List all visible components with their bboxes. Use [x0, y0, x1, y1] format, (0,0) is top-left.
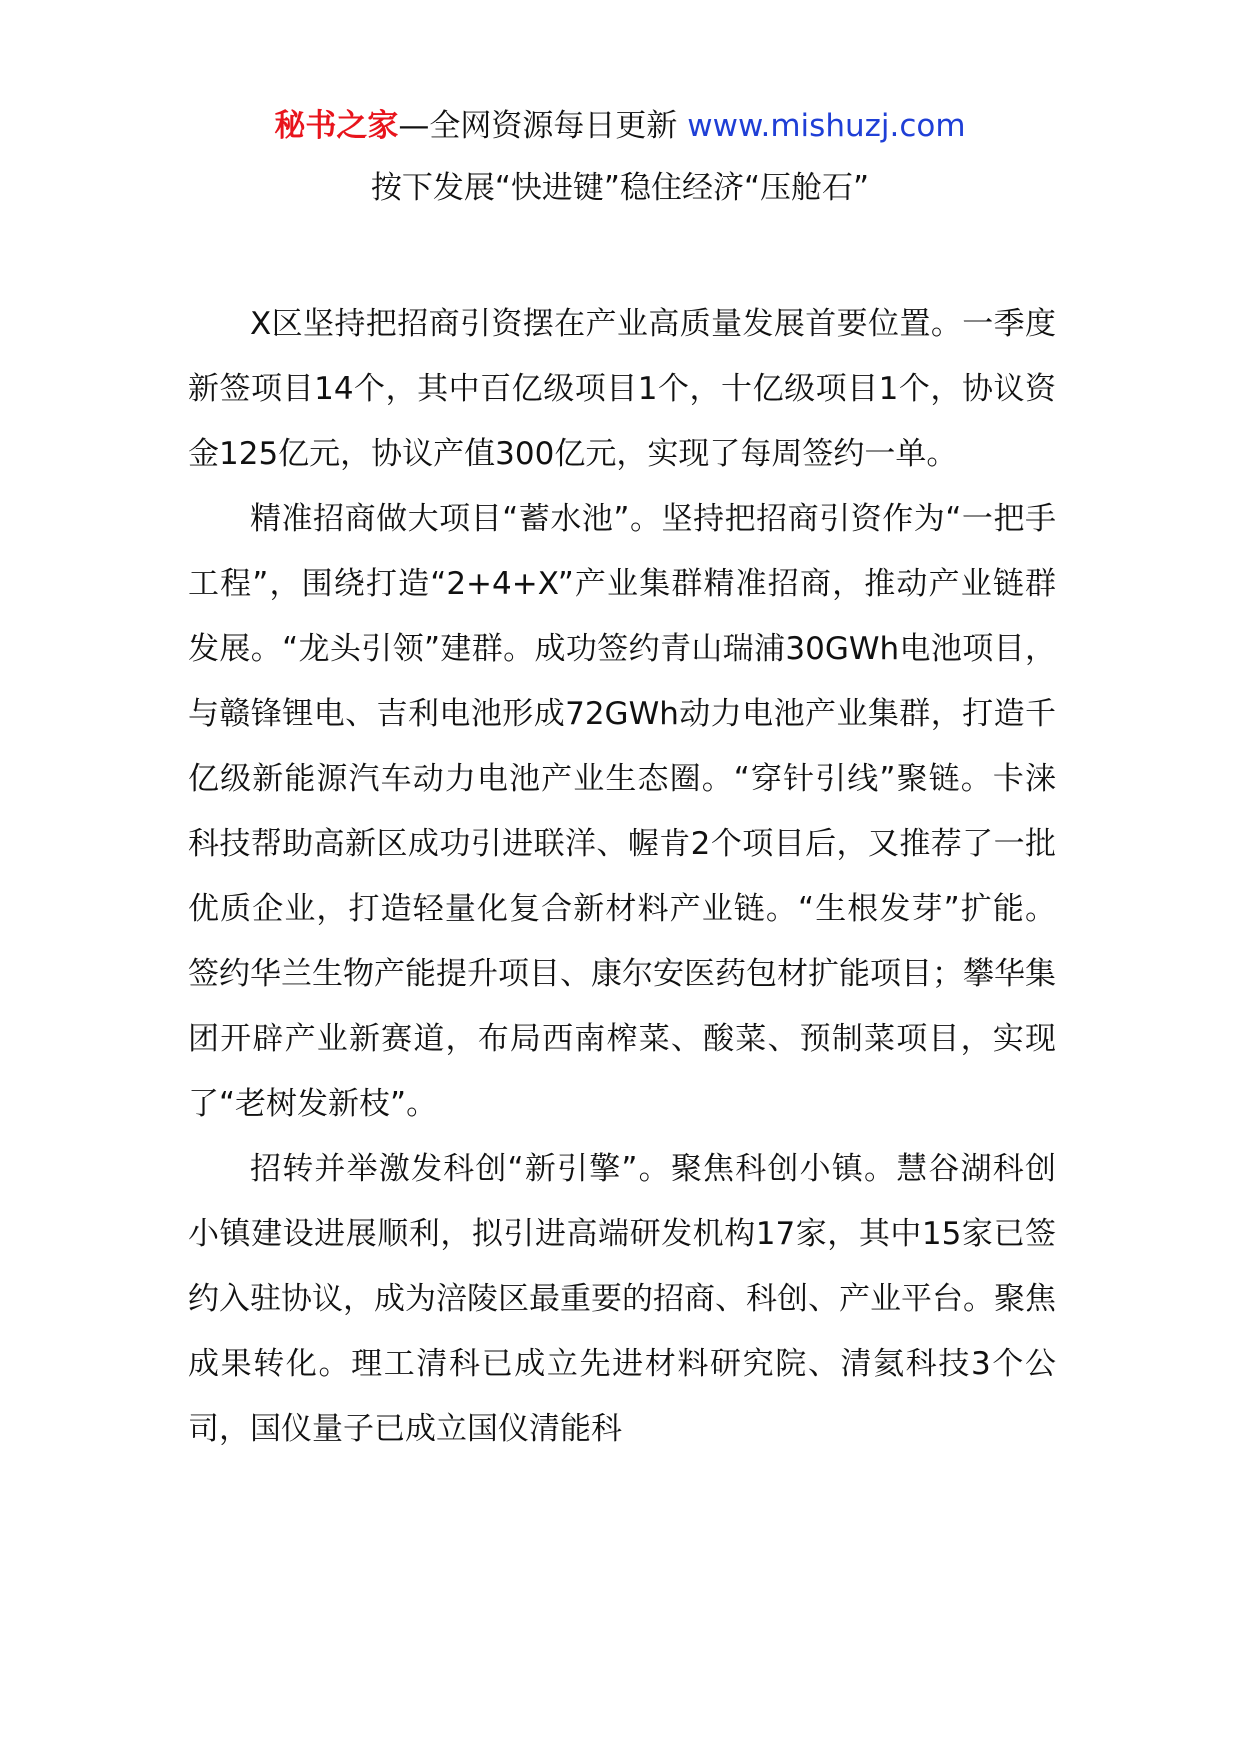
site-brand: 秘书之家: [274, 108, 399, 144]
site-url-link[interactable]: www.mishuzj.com: [687, 108, 966, 144]
document-title: 按下发展“快进键”稳住经济“压舱石”: [370, 170, 870, 206]
paragraph-2: 精准招商做大项目“蓄水池”。坚持把招商引资作为“一把手工程”，围绕打造“2+4+X”产业集群精准招商，推动产业链群发展。“龙头引领”建群。成功签约青山瑞浦30GWh电池项目，与赣锋锂电、吉利电池形成72GWh动力电池产业集群，打造千亿级新能源汽车动力电池产业生态圈。“穿针引线”聚链。卡涞科技帮助高新区成功引进联洋、幄肯2个项目后，又推荐了一批优质企业，打造轻量化复合新材料产业链。“生根发芽”扩能。签约华兰生物产能提升项目、康尔安医药包材扩能项目；攀华集团开辟产业新赛道，布局西南榨菜、酸菜、预制菜项目，实现了“老树发新枝”。: [188, 501, 1056, 1122]
paragraph-3: 招转并举激发科创“新引擎”。聚焦科创小镇。慧谷湖科创小镇建设进展顺利，拟引进高端研发机构17家，其中15家已签约入驻协议，成为涪陵区最重要的招商、科创、产业平台。聚焦成果转化。理工清科已成立先进材料研究院、清氦科技3个公司，国仪量子已成立国仪清能科: [188, 1151, 1056, 1447]
paragraph-1: X区坚持把招商引资摆在产业高质量发展首要位置。一季度新签项目14个，其中百亿级项目1个，十亿级项目1个，协议资金125亿元，协议产值300亿元，实现了每周签约一单。: [188, 306, 1056, 472]
site-tagline: —全网资源每日更新: [398, 108, 678, 144]
document-body: [188, 292, 1056, 1462]
site-header: [0, 104, 1240, 148]
